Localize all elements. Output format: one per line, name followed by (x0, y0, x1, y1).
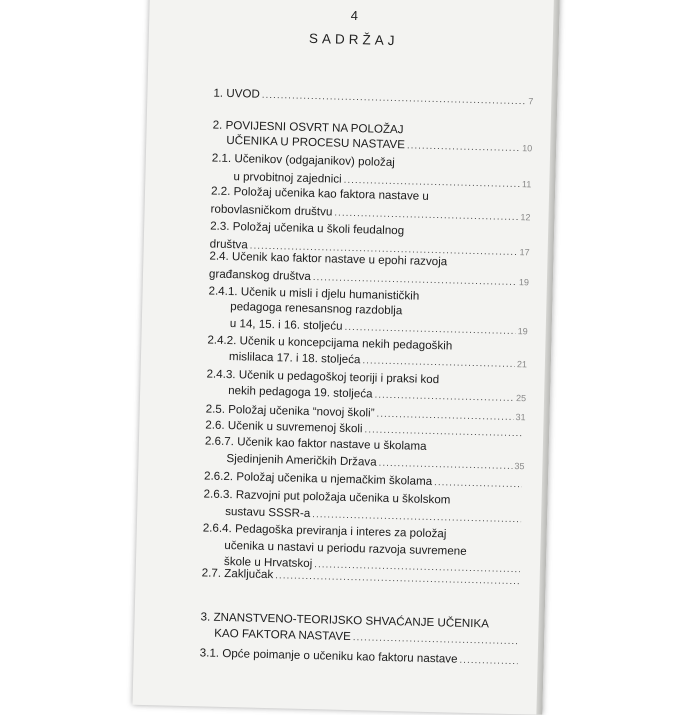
dot-leader (312, 509, 521, 525)
toc-entry-text: pedagoga renesansnog razdoblja (230, 300, 403, 318)
toc-entry-text: 1. UVOD (213, 86, 260, 101)
toc-entry-text: 2.6.7. Učenik kao faktor nastave u školama (204, 434, 427, 453)
dot-leader (459, 655, 517, 667)
toc-entry-page: 19 (518, 277, 530, 288)
toc-entry-text: mislilaca 17. i 18. stoljeća (228, 350, 361, 367)
toc-entry-text: društva (209, 237, 248, 252)
toc-entry-text: sustavu SSSR-a (225, 504, 311, 521)
toc-entry-text: 2.4.3. Učenik u pedagoškoj teoriji i praksi kod (206, 367, 440, 387)
toc-entry-text: Sjedinjenih Američkih Država (226, 452, 377, 469)
toc-entry (212, 152, 532, 173)
toc-entry (200, 646, 520, 667)
toc-entry (204, 469, 524, 490)
dot-leader (334, 208, 518, 223)
toc-entry-text: 2.1. Učenikov (odgajanikov) položaj (211, 151, 395, 170)
toc-entry-text: KAO FAKTORA NASTAVE (214, 626, 351, 644)
toc-entry-text: 2.4.1. Učenik u misli i djelu humanističkih (208, 284, 420, 303)
dot-leader (364, 424, 523, 439)
toc-entry-text: građanskog društva (208, 267, 311, 284)
dot-leader (378, 458, 512, 472)
page-title: SADRŽAJ (308, 30, 399, 49)
page-number: 4 (350, 7, 359, 24)
toc-entry-text: UČENIKA U PROCESU NASTAVE (226, 133, 406, 152)
toc-entry-text: u prvobitnoj zajednici (233, 170, 342, 186)
toc-entry-text: 2.6.4. Pedagoška previranja i interes za položaj (202, 521, 447, 541)
toc-entry (226, 452, 524, 472)
toc-entry-page: 17 (519, 247, 530, 258)
toc-entry-text: 2.6. Učenik u suvremenoj školi (205, 418, 363, 436)
toc-entry-page: 7 (528, 96, 534, 107)
dot-leader (275, 570, 520, 587)
toc-entry-text: 2.6.2. Položaj učenika u njemačkim školama (203, 469, 433, 489)
toc-entry-text: 3. ZNANSTVENO-TEORIJSKO SHVAĆANJE UČENIKA (200, 610, 490, 631)
toc-entry-text: 2.5. Položaj učenika “novoj školi” (205, 402, 375, 420)
book-page (132, 0, 559, 715)
dot-leader (344, 322, 515, 337)
dot-leader (362, 355, 515, 370)
dot-leader (374, 390, 514, 404)
dot-leader (376, 409, 513, 423)
toc-entry-text: 2.6.3. Razvojni put položaja učenika u školskom (203, 487, 451, 507)
toc-entry-text: 3.1. Opće poimanje o učeniku kao faktoru nastave (199, 646, 458, 666)
toc-entry-page: 10 (522, 143, 533, 154)
dot-leader (407, 140, 521, 154)
toc-entry-page: 12 (520, 212, 531, 223)
dot-leader (353, 632, 519, 647)
table-of-contents (132, 0, 559, 715)
toc-entry-text: 2.7. Zaključak (201, 566, 274, 582)
toc-entry (213, 87, 533, 108)
toc-entry-page: 31 (515, 412, 526, 423)
toc-entry-text: nekih pedagoga 19. stoljeća (228, 384, 373, 401)
toc-entry-page: 19 (517, 326, 528, 337)
toc-entry-text: 2.4. Učenik kao faktor nastave u epohi razvoja (209, 249, 448, 269)
toc-entry-text: robovlasničkom društvu (210, 202, 333, 219)
toc-entry-text: 2.3. Položaj učenika u školi feudalnog (210, 219, 405, 238)
toc-entry-text: učenika u nastavi u periodu razvoja suvremene (224, 538, 467, 558)
toc-entry-text: 2.4.2. Učenik u koncepcijama nekih pedagoških (207, 333, 453, 353)
toc-entry (210, 220, 530, 241)
dot-leader (434, 477, 522, 490)
toc-entry-text: 2. POVIJESNI OSVRT NA POLOŽAJ (212, 118, 404, 137)
toc-entry-page: 11 (521, 179, 532, 190)
toc-entry-page: 21 (516, 359, 528, 370)
toc-entry-page: 35 (514, 461, 525, 472)
toc-entry-text: u 14, 15. i 16. stoljeću (229, 317, 343, 333)
dot-leader (313, 272, 517, 288)
toc-entry-page: 25 (515, 393, 527, 404)
dot-leader (262, 90, 527, 107)
toc-entry-text: škole u Hrvatskoj (223, 554, 313, 571)
toc-entry-text: 2.2. Položaj učenika kao faktora nastave u (210, 184, 429, 203)
